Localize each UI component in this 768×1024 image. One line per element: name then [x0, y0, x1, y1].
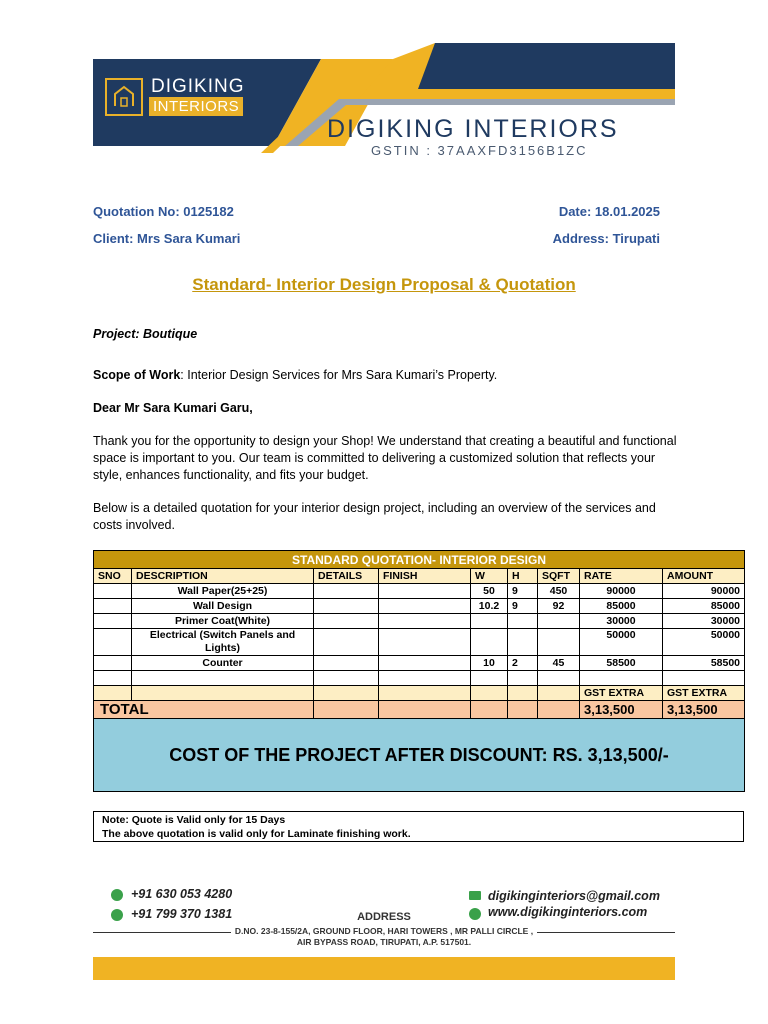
cell-sno — [94, 599, 132, 614]
address-line-2: AIR BYPASS ROAD, TIRUPATI, A.P. 517501. — [296, 937, 472, 947]
house-icon — [105, 78, 143, 116]
notes-box — [93, 811, 744, 842]
cell-amount: 85000 — [663, 599, 745, 614]
cost-after-discount: COST OF THE PROJECT AFTER DISCOUNT: RS. 3,13,500/- — [94, 719, 745, 792]
client-name: Client: Mrs Sara Kumari — [93, 231, 241, 246]
company-logo — [105, 78, 255, 118]
cell-finish — [379, 656, 471, 671]
table-row — [94, 614, 745, 629]
scope-text: : Interior Design Services for Mrs Sara Kumari’s Property. — [180, 368, 498, 382]
total-rate: 3,13,500 — [580, 701, 663, 719]
cell-w: 10.2 — [471, 599, 508, 614]
col-h: H — [508, 569, 538, 584]
gst-rate: GST EXTRA — [580, 686, 663, 701]
phone-icon — [111, 889, 123, 901]
cell-rate: 58500 — [580, 656, 663, 671]
email-address: digikinginteriors@gmail.com — [488, 889, 660, 903]
cell-sno — [94, 584, 132, 599]
cell-amount: 90000 — [663, 584, 745, 599]
col-finish: FINISH — [379, 569, 471, 584]
cell-description: Counter — [132, 656, 314, 671]
phone-number-2: +91 799 370 1381 — [131, 907, 233, 921]
cell-finish — [379, 584, 471, 599]
total-row — [94, 701, 745, 719]
table-row — [94, 584, 745, 599]
quotation-number: Quotation No: 0125182 — [93, 204, 234, 219]
cell-sno — [94, 629, 132, 656]
note-laminate: The above quotation is valid only for Laminate finishing work. — [102, 828, 411, 840]
address-block — [93, 926, 675, 948]
cell-w: 10 — [471, 656, 508, 671]
col-w: W — [471, 569, 508, 584]
quotation-table — [93, 550, 745, 792]
website-url: www.digikinginteriors.com — [488, 905, 648, 919]
cell-description: Wall Paper(25+25) — [132, 584, 314, 599]
cell-finish — [379, 629, 471, 656]
cell-description: Primer Coat(White) — [132, 614, 314, 629]
address-title: ADDRESS — [357, 911, 411, 923]
cell-rate: 90000 — [580, 584, 663, 599]
gst-amount: GST EXTRA — [663, 686, 745, 701]
cell-details — [314, 584, 379, 599]
scope-label: Scope of Work — [93, 368, 181, 382]
cell-amount: 30000 — [663, 614, 745, 629]
table-header-row — [94, 569, 745, 584]
cell-rate: 85000 — [580, 599, 663, 614]
table-row-empty — [94, 671, 745, 686]
intro-paragraph: Thank you for the opportunity to design your Shop! We understand that creating a beautiful and functional space is important to you. Our team is committed to delivering a customized solution that reflects your style, enhances functionality, and fits your budget. — [93, 434, 677, 482]
cell-finish — [379, 599, 471, 614]
cell-details — [314, 629, 379, 656]
cell-h: 9 — [508, 584, 538, 599]
col-description: DESCRIPTION — [132, 569, 314, 584]
cell-amount: 58500 — [663, 656, 745, 671]
phone-number-1: +91 630 053 4280 — [131, 887, 233, 901]
cell-sqft — [538, 629, 580, 656]
total-amount: 3,13,500 — [663, 701, 745, 719]
document-title: Standard- Interior Design Proposal & Quotation — [192, 275, 576, 294]
cell-sqft — [538, 614, 580, 629]
brand-name: DIGIKING INTERIORS — [327, 115, 619, 143]
cell-rate: 30000 — [580, 614, 663, 629]
table-row — [94, 656, 745, 671]
footer-gold-bar — [93, 957, 675, 980]
table-row — [94, 629, 745, 656]
quotation-paragraph: Below is a detailed quotation for your interior design project, including an overview of the services and costs involved. — [93, 501, 656, 532]
client-address: Address: Tirupati — [552, 231, 660, 246]
cell-w: 50 — [471, 584, 508, 599]
cell-w — [471, 614, 508, 629]
cell-w — [471, 629, 508, 656]
cell-sqft: 92 — [538, 599, 580, 614]
table-row — [94, 599, 745, 614]
cell-details — [314, 656, 379, 671]
col-sno: SNO — [94, 569, 132, 584]
cell-description: Wall Design — [132, 599, 314, 614]
header-banner — [93, 43, 675, 163]
cell-rate: 50000 — [580, 629, 663, 656]
cell-sno — [94, 656, 132, 671]
logo-text-digiking: DIGIKING — [151, 76, 245, 97]
col-rate: RATE — [580, 569, 663, 584]
cell-h — [508, 614, 538, 629]
cell-details — [314, 614, 379, 629]
project-name: Project: Boutique — [93, 327, 198, 341]
cell-finish — [379, 614, 471, 629]
col-amount: AMOUNT — [663, 569, 745, 584]
col-details: DETAILS — [314, 569, 379, 584]
cell-description: Electrical (Switch Panels and Lights) — [132, 629, 314, 656]
cell-h: 9 — [508, 599, 538, 614]
col-sqft: SQFT — [538, 569, 580, 584]
logo-text-interiors: INTERIORS — [149, 97, 243, 116]
quotation-date: Date: 18.01.2025 — [558, 204, 660, 219]
cell-h — [508, 629, 538, 656]
gst-row — [94, 686, 745, 701]
email-icon — [469, 891, 481, 900]
table-heading: STANDARD QUOTATION- INTERIOR DESIGN — [94, 551, 745, 569]
greeting: Dear Mr Sara Kumari Garu, — [93, 401, 253, 415]
gstin: GSTIN : 37AAXFD3156B1ZC — [371, 143, 588, 158]
cell-sno — [94, 614, 132, 629]
address-line-1: D.NO. 23-8-155/2A, GROUND FLOOR, HARI TOWERS , MR PALLI CIRCLE , — [231, 926, 537, 936]
cell-sqft: 450 — [538, 584, 580, 599]
total-label: TOTAL — [94, 701, 314, 719]
cell-amount: 50000 — [663, 629, 745, 656]
note-validity: Note: Quote is Valid only for 15 Days — [102, 814, 286, 826]
cell-sqft: 45 — [538, 656, 580, 671]
cell-h: 2 — [508, 656, 538, 671]
scope-of-work — [93, 367, 683, 384]
cell-details — [314, 599, 379, 614]
